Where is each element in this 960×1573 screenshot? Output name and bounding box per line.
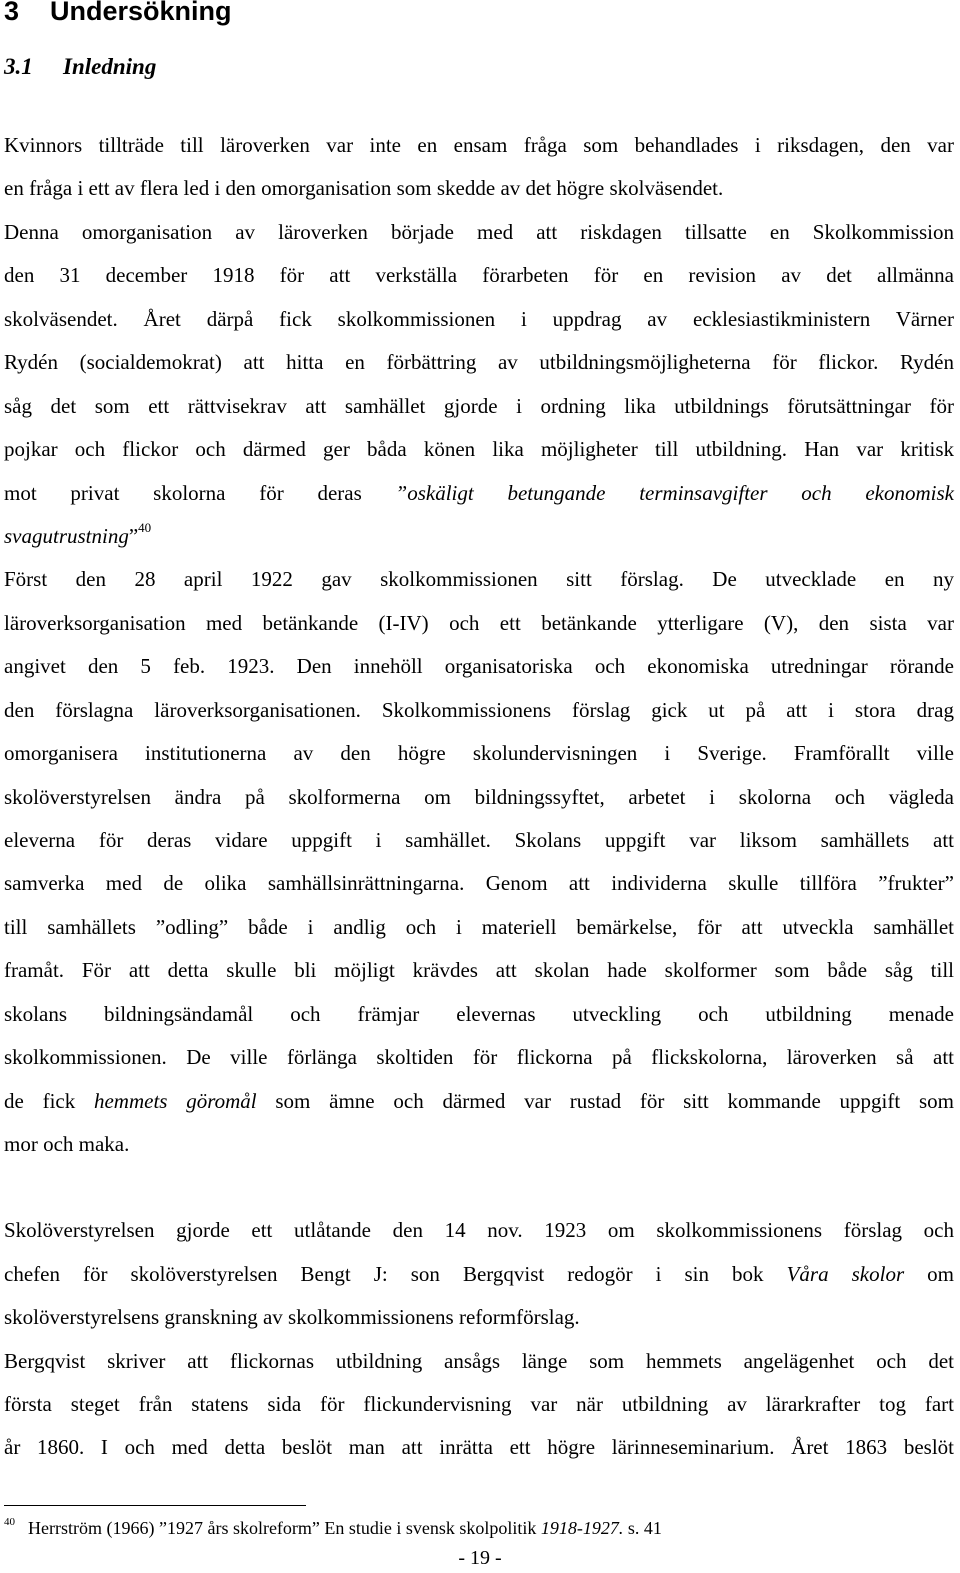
footnote-number: 40 xyxy=(4,1516,15,1528)
closing-quote: ” xyxy=(128,524,139,548)
text-line: en fråga i ett av flera led i den omorganisation som skedde av det högre skolväsendet. xyxy=(4,176,724,200)
page-number: - 19 - xyxy=(458,1547,502,1569)
italic-quote-end: svagutrustning xyxy=(4,524,129,548)
text-line: samverka med de olika samhällsinrättningarna. Genom att individerna skulle tillföra ”frukter” xyxy=(4,871,954,895)
text-line: Kvinnors tillträde till läroverken var inte en ensam fråga som behandlades i riksdagen, den var xyxy=(4,133,954,157)
text-line: angivet den 5 feb. 1923. Den innehöll organisatoriska och ekonomiska utredningar rörande xyxy=(4,654,954,678)
text-line: den förslagna läroverksorganisationen. Skolkommissionens förslag gick ut på att i stora drag xyxy=(4,698,954,722)
text-line: till samhällets ”odling” både i andlig och i materiell bemärkelse, för att utveckla samhället xyxy=(4,915,954,939)
section-heading xyxy=(4,52,156,82)
text-line: Rydén (socialdemokrat) att hitta en förbättring av utbildningsmöjligheterna för flickor. Rydén xyxy=(4,350,954,374)
text-line: omorganisera institutionerna av den högre skolundervisningen i Sverige. Framförallt ville xyxy=(4,741,954,765)
text-line: mor och maka. xyxy=(4,1132,130,1156)
footnote-divider xyxy=(4,1505,306,1506)
italic-span: 1918-1927. xyxy=(540,1518,624,1538)
text-line: läroverksorganisation med betänkande (I-IV) och ett betänkande ytterligare (V), den sista var xyxy=(4,611,954,635)
book-title: Våra skolor xyxy=(786,1262,905,1286)
text-line: skolkommissionen. De ville förlänga skoltiden för flickorna på flickskolorna, läroverken så att xyxy=(4,1045,954,1069)
text-line: eleverna för deras vidare uppgift i samhället. Skolans uppgift var liksom samhällets att xyxy=(4,828,954,852)
section-number: 3.1 xyxy=(4,54,33,79)
section-title: Inledning xyxy=(63,54,157,79)
text-line: den 31 december 1918 för att verkställa förarbeten för en revision av det allmänna xyxy=(4,263,954,287)
footnote xyxy=(4,1516,662,1540)
text-line: Denna omorganisation av läroverken började med att riskdagen tillsatte en Skolkommission xyxy=(4,220,954,244)
italic-term: hemmets göromål xyxy=(93,1089,257,1113)
text-line: Först den 28 april 1922 gav skolkommissionen sitt förslag. De utvecklade en ny xyxy=(4,567,954,591)
footnote-reference[interactable]: 40 xyxy=(138,520,152,535)
text-line: första steget från statens sida för flickundervisning var när utbildning av lärarkrafter tog fart xyxy=(4,1392,954,1416)
text-line: framåt. För att detta skulle bli möjligt krävdes att skolan hade skolformer som både såg till xyxy=(4,958,954,982)
text-line: skolöverstyrelsens granskning av skolkommissionens reformförslag. xyxy=(4,1305,580,1329)
text-span: mot privat skolorna för deras xyxy=(4,481,396,505)
text-line: skolöverstyrelsen ändra på skolformerna om bildningssyftet, arbetet i skolorna och vägleda xyxy=(4,785,954,809)
text-line: skolans bildningsändamål och främjar elevernas utveckling och utbildning menade xyxy=(4,1002,954,1026)
text-line: pojkar och flickor och därmed ger båda könen lika möjligheter till utbildning. Han var kritisk xyxy=(4,437,954,461)
text-line-mixed xyxy=(4,520,954,549)
text-line-mixed xyxy=(4,1261,954,1287)
text-line: år 1860. I och med detta beslöt man att inrätta ett högre lärinneseminarium. Året 1863 beslöt xyxy=(4,1435,954,1459)
text-span: s. 41 xyxy=(623,1518,662,1538)
chapter-heading xyxy=(4,0,232,29)
text-span: de fick xyxy=(4,1089,94,1113)
text-span: som ämne och därmed var rustad för sitt kommande uppgift som xyxy=(256,1089,954,1113)
text-line: skolväsendet. Året därpå fick skolkommissionen i uppdrag av ecklesiastikministern Värner xyxy=(4,307,954,331)
chapter-title: Undersökning xyxy=(50,0,232,26)
text-line: såg det som ett rättvisekrav att samhället gjorde i ordning lika utbildnings förutsättningar för xyxy=(4,394,954,418)
text-line: Bergqvist skriver att flickornas utbildning ansågs länge som hemmets angelägenhet och det xyxy=(4,1349,954,1373)
text-line-mixed xyxy=(4,480,954,506)
footnote-text xyxy=(28,1516,662,1540)
text-line-mixed xyxy=(4,1088,954,1114)
text-span: chefen för skolöverstyrelsen Bengt J: son Bergqvist redogör i sin bok xyxy=(4,1262,787,1286)
text-span: om xyxy=(904,1262,955,1286)
chapter-number: 3 xyxy=(4,0,20,26)
text-line: Skolöverstyrelsen gjorde ett utlåtande den 14 nov. 1923 om skolkommissionens förslag och xyxy=(4,1218,954,1242)
italic-quote: ”oskäligt betungande terminsavgifter och ekonomisk xyxy=(395,481,954,505)
text-span: Herrström (1966) ”1927 års skolreform” En studie i svensk skolpolitik xyxy=(28,1518,541,1538)
